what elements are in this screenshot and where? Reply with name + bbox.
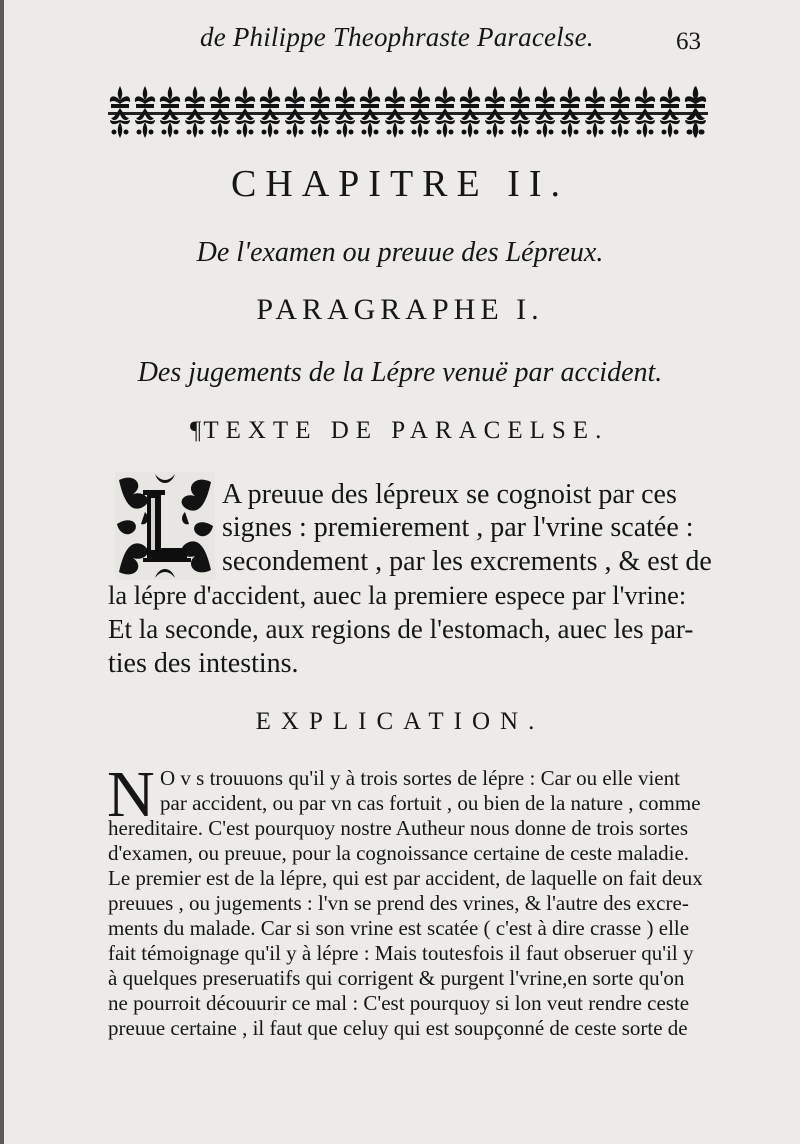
explication-heading: EXPLICATION. xyxy=(255,708,545,735)
page-number: 63 xyxy=(676,28,701,55)
commentary-line: fait témoignage qu'il y à lépre : Mais toutesfois il faut obseruer qu'il y xyxy=(108,941,694,965)
chapter-title: CHAPITRE II. xyxy=(230,163,570,205)
main-text-line: Et la seconde, aux regions de l'estomach, auec les par- xyxy=(108,614,694,644)
chapter-subtitle: De l'examen ou preuue des Lépreux. xyxy=(196,237,604,268)
main-text-line: A preuue des lépreux se cognoist par ces xyxy=(222,479,677,510)
main-text-line: signes : premierement , par l'vrine scatée : xyxy=(222,512,694,543)
commentary-line: Le premier est de la lépre, qui est par accident, de laquelle on fait deux xyxy=(108,866,703,890)
commentary-line: preuues , ou jugements : l'vn se prend des vrines, & l'autre des excre- xyxy=(108,891,689,915)
commentary-line: par accident, ou par vn cas fortuit , ou bien de la nature , comme xyxy=(160,791,701,815)
running-header: de Philippe Theophraste Paracelse. xyxy=(200,22,594,52)
commentary-initial: N xyxy=(107,758,155,831)
commentary-line: d'examen, ou preuue, pour la cognoissance certaine de ceste maladie. xyxy=(108,841,690,865)
ornamental-drop-cap xyxy=(115,472,215,580)
text-heading-label: TEXTE DE PARACELSE. xyxy=(203,417,609,444)
main-text-line: la lépre d'accident, auec la premiere espece par l'vrine: xyxy=(108,580,687,610)
paragraph-title: PARAGRAPHE I. xyxy=(256,293,544,326)
commentary-line: hereditaire. C'est pourquoy nostre Autheur nous donne de trois sortes xyxy=(108,816,689,840)
commentary-line: ments du malade. Car si son vrine est scatée ( c'est à dire crasse ) elle xyxy=(108,916,690,940)
main-text-line: ties des intestins. xyxy=(108,648,299,679)
commentary-line: O v s trouuons qu'il y à trois sortes de lépre : Car ou elle vient xyxy=(160,766,680,790)
commentary-line: à quelques preseruatifs qui corrigent & purgent l'vrine,en sorte qu'on xyxy=(108,966,685,990)
commentary-line: ne pourroit découurir ce mal : C'est pourquoy si lon veut rendre ceste xyxy=(108,991,690,1015)
fleuron-ornament-band xyxy=(108,84,708,144)
commentary-line: preuue certaine , il faut que celuy qui est soupçonné de ceste sorte de xyxy=(108,1016,688,1040)
pilcrow-mark: ¶ xyxy=(190,417,204,444)
main-text-line: secondement , par les excrements , & est de xyxy=(222,546,712,577)
paragraph-subtitle: Des jugements de la Lépre venuë par accident. xyxy=(137,357,663,388)
text-section-heading xyxy=(190,417,608,445)
